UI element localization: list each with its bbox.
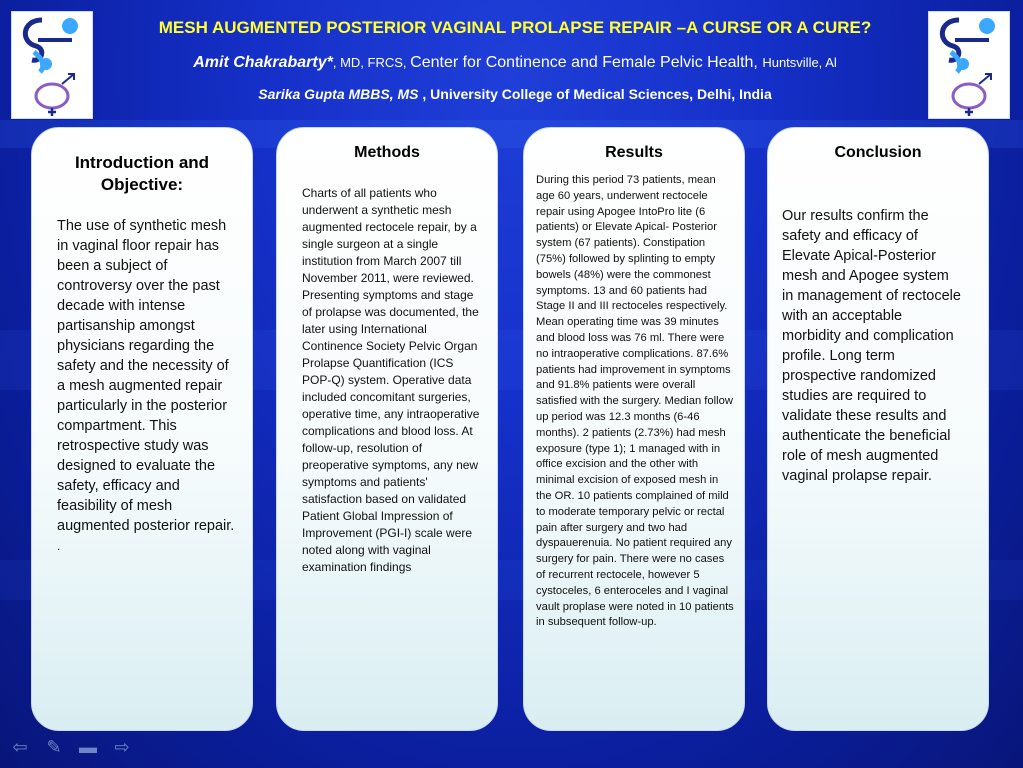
introduction-heading: Introduction and Objective:	[74, 153, 210, 194]
pelvic-health-logo-icon	[12, 12, 92, 118]
introduction-text-block	[57, 216, 237, 556]
author-line-1	[100, 54, 930, 72]
author-line-2	[100, 86, 930, 102]
conclusion-heading: Conclusion	[834, 144, 922, 161]
arrow-left-icon[interactable]: ⇦	[12, 737, 28, 757]
arrow-right-icon[interactable]: ⇨	[114, 737, 130, 757]
results-panel	[523, 127, 745, 731]
methods-text: Charts of all patients who underwent a synthetic mesh augmented rectocele repair, by a single surgeon at a single institution from March 2007 till November 2011, were reviewed. Presenting symptoms and stage of prolapse was documented, the later using International Continence Society Pelvic Organ Prolapse Quantification (ICS POP-Q) system. Operative data included concomitant surgeries, operative time, any intraoperative complications and blood loss. At follow-up, resolution of preoperative symptoms, any new symptoms and patients' satisfaction based on validated Patient Global Impression of Improvement (PGI-I) scale were noted along with vaginal examination findings	[302, 186, 480, 574]
author2-name: Sarika Gupta MBBS, MS	[258, 86, 419, 102]
author2-affiliation: , University College of Medical Sciences, Delhi, India	[418, 86, 772, 102]
conclusion-panel	[767, 127, 989, 731]
methods-panel	[276, 127, 498, 731]
author1-name: Amit Chakrabarty*	[193, 54, 333, 71]
results-text: During this period 73 patients, mean age 60 years, underwent rectocele repair using Apogee IntoPro lite (6 patients) or Elevate Apical- Posterior system (67 patients). Constipation (75%) followed by splinting to empty bowels (48%) were the commonest symptoms. 13 and 60 patients had Stage II and III rectoceles respectively. Mean operating time was 39 minutes and blood loss was 76 ml. There were no intraoperative complications. 87.6% patients had improvement in symptoms and 91.8% patients were overall satisfied with the surgery. Median follow up period was 12.3 months (6-46 months). 2 patients (2.73%) had mesh exposure (type 1); 1 managed with in office excision and the other with minimal excision of exposed mesh in the OR. 10 patients complained of mild to moderate temporary pelvic or rectal pain after surgery and two had dyspauerenuia. No patient required any surgery for pain. There were no cases of recurrent rectocele, however 5 cystoceles, 6 enteroceles and I vaginal vault proplase were noted in 10 patients in subsequent follow-up.	[536, 174, 734, 629]
author1-location: Huntsville, Al	[762, 55, 837, 70]
pelvic-health-logo-icon	[929, 12, 1009, 118]
conclusion-text: Our results confirm the safety and efficacy of Elevate Apical-Posterior mesh and Apogee system in management of rectocele with an acceptable morbidity and complication profile. Long term prospective randomized studies are required to validate these results and authenticate the beneficial role of mesh augmented vaginal prolapse repair.	[782, 208, 961, 484]
introduction-panel	[31, 127, 253, 731]
introduction-text: The use of synthetic mesh in vaginal floor repair has been a subject of controversy over the past decade with intense partisanship amongst physicians regarding the safety and the necessity of a mesh augmented repair particularly in the posterior compartment. This retrospective study was designed to evaluate the safety, efficacy and feasibility of mesh augmented posterior repair.	[57, 218, 235, 534]
screen-icon[interactable]: ▬	[79, 737, 97, 757]
methods-heading: Methods	[354, 144, 420, 161]
author1-affiliation: Center for Continence and Female Pelvic Health,	[410, 54, 763, 71]
pen-icon[interactable]: ✎	[46, 737, 62, 757]
results-heading: Results	[605, 144, 663, 161]
introduction-trailing: .	[57, 539, 61, 553]
logo-left	[11, 11, 93, 119]
poster-title: MESH AUGMENTED POSTERIOR VAGINAL PROLAPSE REPAIR –A CURSE OR A CURE?	[158, 18, 872, 37]
slide-navigation	[8, 737, 134, 757]
author1-degrees: , MD, FRCS,	[332, 55, 411, 70]
logo-right	[928, 11, 1010, 119]
